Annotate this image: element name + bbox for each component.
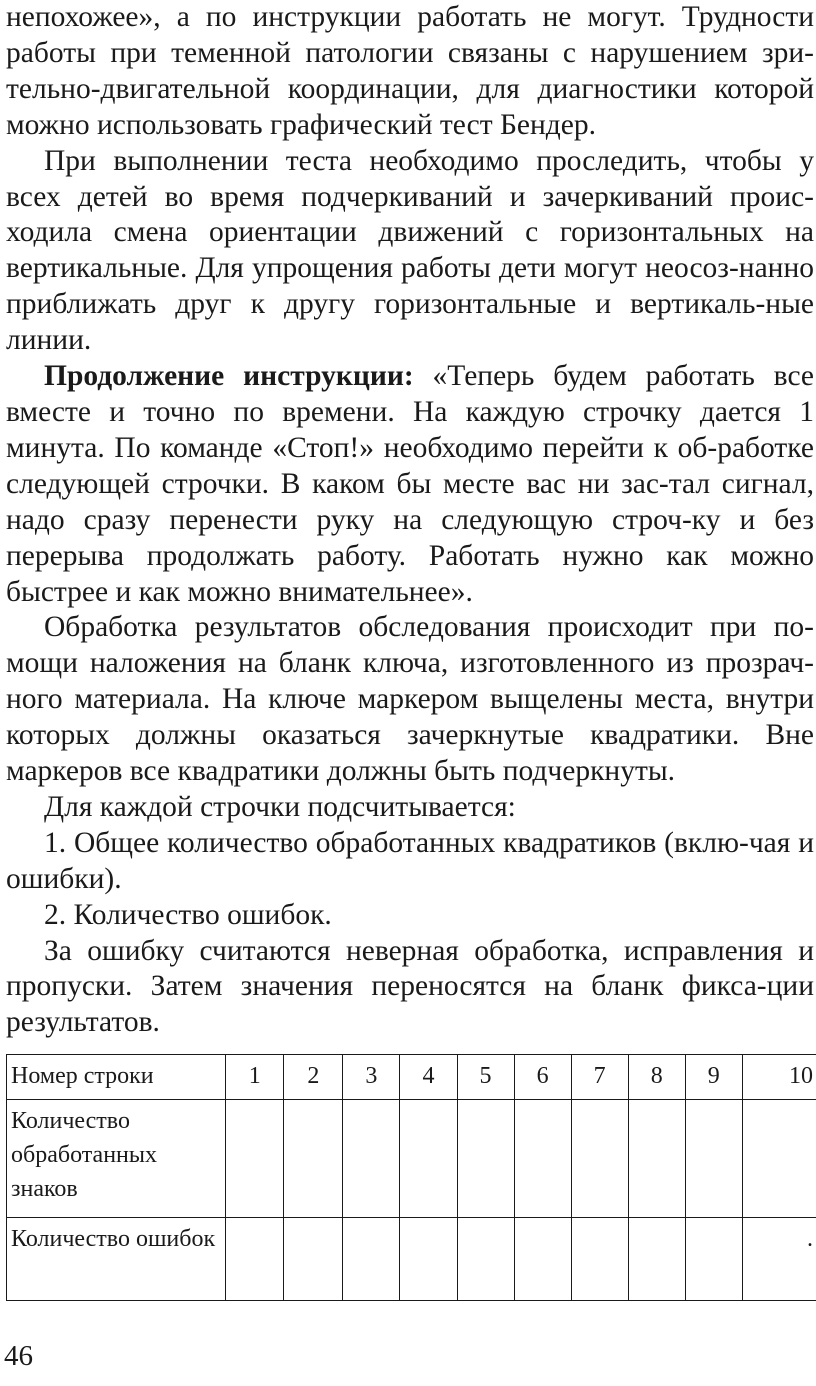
paragraph-bender-test: непохожее», а по инструкции работать не могут. Трудности работы при теменной патологии связаны с нарушением зри-тельно-двигательной координации, для диагностики которой можно использовать графический тест Бендер. bbox=[6, 1, 814, 141]
table-cell bbox=[571, 1218, 628, 1301]
table-cell bbox=[284, 1100, 343, 1218]
page-body bbox=[6, 0, 814, 1041]
table-cell bbox=[628, 1218, 685, 1301]
table-cell bbox=[400, 1218, 457, 1301]
stray-mark: . bbox=[742, 1218, 816, 1301]
table-cell bbox=[457, 1218, 514, 1301]
column-header: 5 bbox=[457, 1055, 514, 1100]
table-row-header bbox=[7, 1055, 816, 1100]
row-number-label: Номер строки bbox=[7, 1055, 226, 1100]
table-cell bbox=[742, 1100, 816, 1218]
errors-label: Количество ошибок bbox=[7, 1218, 226, 1301]
table-cell bbox=[226, 1100, 284, 1218]
count-item-errors: 2. Количество ошибок. bbox=[44, 898, 332, 931]
table-cell bbox=[343, 1218, 400, 1301]
table-cell bbox=[226, 1218, 284, 1301]
table-cell bbox=[343, 1100, 400, 1218]
count-item-total: 1. Общее количество обработанных квадратиков (вклю-чая и ошибки). bbox=[6, 826, 814, 895]
processed-label: Количество обработанных знаков bbox=[7, 1100, 226, 1218]
column-header: 9 bbox=[685, 1055, 742, 1100]
column-header: 4 bbox=[400, 1055, 457, 1100]
paragraph-errors-definition: За ошибку считаются неверная обработка, исправления и пропуски. Затем значения переносятся на бланк фикса-ции результатов. bbox=[6, 934, 814, 1039]
instruction-label: Продолжение инструкции: bbox=[44, 360, 414, 393]
paragraph-test-conditions: При выполнении теста необходимо проследить, чтобы у всех детей во время подчеркиваний и зачеркиваний проис-ходила смена ориентации движений с горизонтальных на вертикальные. Для упрощения работы дети могут неосоз-нанно приближать друг к другу горизонтальные и вертикаль-ные линии. bbox=[6, 144, 814, 357]
paragraph-count-intro: Для каждой строчки подсчитывается: bbox=[44, 790, 516, 823]
table-row-processed bbox=[7, 1100, 816, 1218]
table-cell bbox=[284, 1218, 343, 1301]
instruction-text: «Теперь будем работать все вместе и точно по времени. На каждую строчку дается 1 минута. По команде «Стоп!» необходимо перейти к об-работке следующей строчки. В каком бы месте вас ни зас-тал сигнал, надо сразу перенести руку на следующую строч-ку и без перерыва продолжать работу. Работать нужно как можно быстрее и как можно внимательнее». bbox=[6, 360, 814, 608]
table-cell bbox=[628, 1100, 685, 1218]
column-header: 1 bbox=[226, 1055, 284, 1100]
column-header: 8 bbox=[628, 1055, 685, 1100]
table-cell bbox=[514, 1100, 571, 1218]
page-number: 46 bbox=[4, 1340, 33, 1372]
paragraph-instruction-continued bbox=[6, 359, 814, 610]
column-header: 7 bbox=[571, 1055, 628, 1100]
table-cell bbox=[514, 1218, 571, 1301]
table-cell bbox=[457, 1100, 514, 1218]
results-table bbox=[6, 1054, 816, 1301]
table-cell bbox=[685, 1218, 742, 1301]
column-header: 10 bbox=[742, 1055, 816, 1100]
table-cell bbox=[571, 1100, 628, 1218]
table-cell bbox=[400, 1100, 457, 1218]
table-row-errors bbox=[7, 1218, 816, 1301]
column-header: 3 bbox=[343, 1055, 400, 1100]
column-header: 2 bbox=[284, 1055, 343, 1100]
column-header: 6 bbox=[514, 1055, 571, 1100]
paragraph-processing: Обработка результатов обследования происходит при по-мощи наложения на бланк ключа, изготовленного из прозрач-ного материала. На ключе маркером выщелены места, внутри которых должны оказаться зачеркнутые квадратики. Вне маркеров все квадратики должны быть подчеркнуты. bbox=[6, 611, 814, 788]
table-cell bbox=[685, 1100, 742, 1218]
